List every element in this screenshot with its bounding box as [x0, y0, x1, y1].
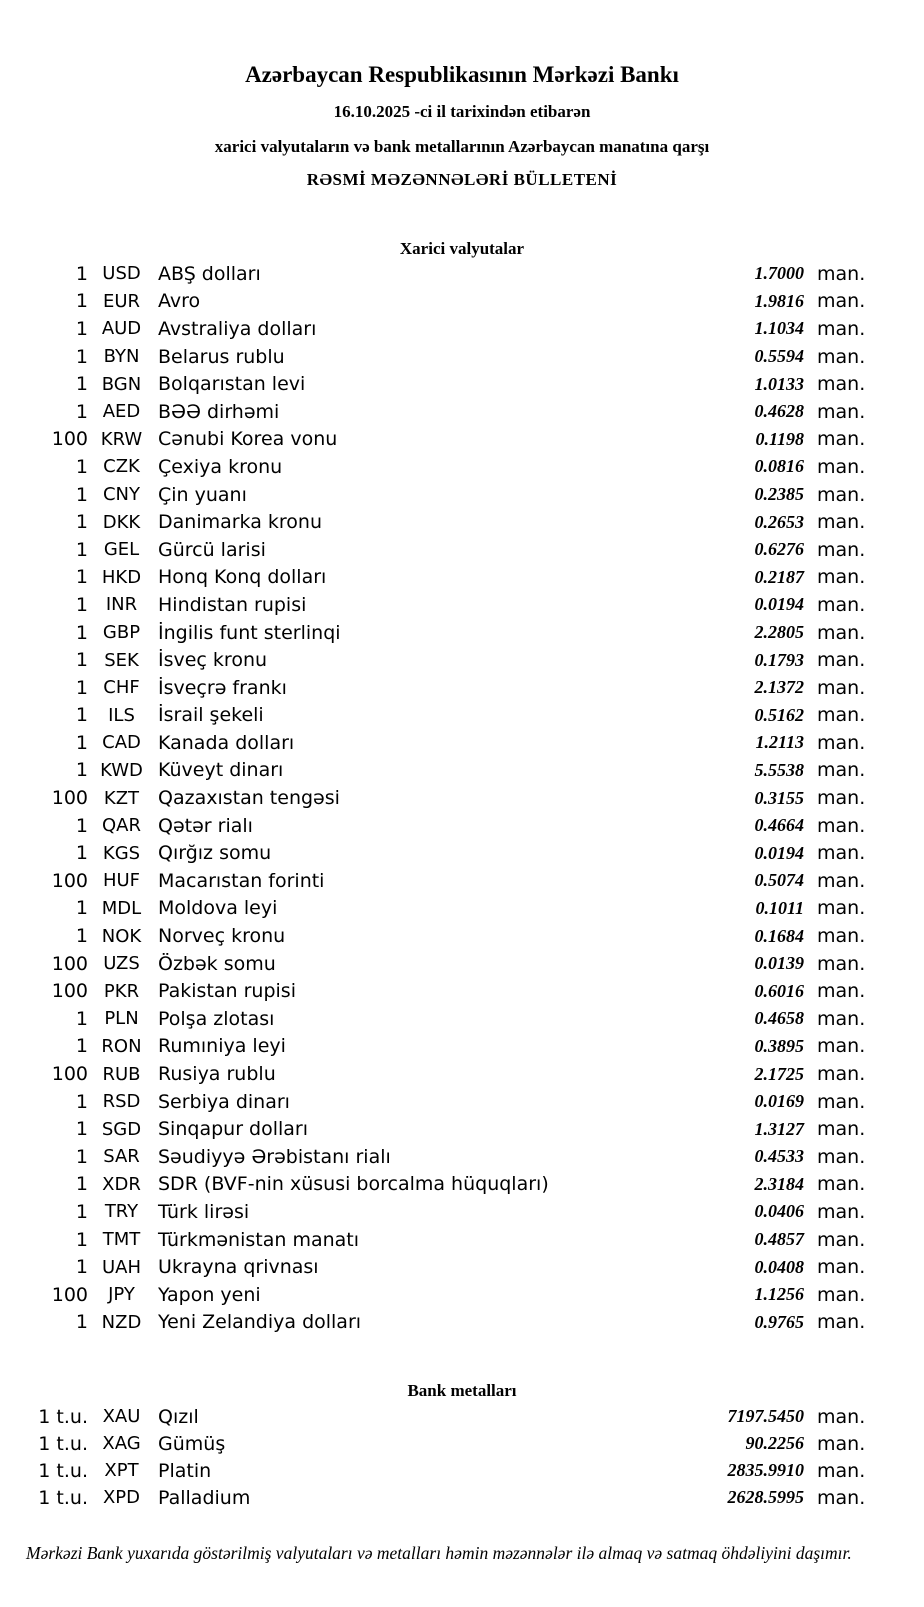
currency-name-cell: Sinqapur dolları: [158, 1118, 309, 1141]
quantity-cell: 1: [75, 731, 88, 754]
unit-label: man.: [817, 1118, 866, 1141]
quantity-cell: 1: [75, 538, 88, 561]
currency-name-cell: Yapon yeni: [158, 1283, 261, 1306]
currency-code-cell: PLN: [104, 1008, 139, 1030]
quantity-cell: 1: [75, 400, 88, 423]
currency-row: [0, 1088, 924, 1116]
currency-name-cell: İsveç kronu: [158, 649, 268, 672]
currency-name-cell: BƏƏ dirhəmi: [158, 400, 280, 423]
rate-value-cell: 0.5162: [754, 704, 804, 725]
currency-row: [0, 757, 924, 785]
currency-name-cell: İngilis funt sterlinqi: [158, 621, 341, 644]
rate-value-cell: 0.0169: [754, 1091, 804, 1112]
currency-row: [0, 1143, 924, 1171]
currency-row: [0, 619, 924, 647]
quantity-cell: 1: [75, 483, 88, 506]
currency-row: [0, 1115, 924, 1143]
unit-label: man.: [817, 511, 866, 534]
currency-row: [0, 591, 924, 619]
currency-name-cell: Hindistan rupisi: [158, 593, 307, 616]
currency-name-cell: Çin yuanı: [158, 483, 247, 506]
currency-code-cell: KWD: [100, 759, 143, 781]
currency-row: [0, 343, 924, 371]
bank-title: Azərbaycan Respublikasının Mərkəzi Bankı: [245, 62, 679, 87]
unit-label: man.: [817, 1311, 866, 1334]
currency-code-cell: RON: [101, 1035, 142, 1057]
rate-value-cell: 2.1372: [754, 677, 804, 698]
currencies-table: [0, 260, 924, 1336]
currency-name-cell: Macarıstan forinti: [158, 869, 325, 892]
unit-label: man.: [817, 649, 866, 672]
unit-label: man.: [817, 1256, 866, 1279]
currency-code-cell: KZT: [103, 787, 140, 809]
currency-code-cell: MDL: [101, 897, 142, 919]
metals-table: [0, 1403, 924, 1511]
unit-label: man.: [817, 621, 866, 644]
currency-row: [0, 867, 924, 895]
currency-name-cell: Türk lirəsi: [158, 1200, 250, 1223]
unit-label: man.: [817, 980, 866, 1003]
unit-label: man.: [817, 593, 866, 616]
currency-code-cell: SAR: [103, 1146, 140, 1168]
currency-row: [0, 784, 924, 812]
currency-name-cell: Rumıniya leyi: [158, 1035, 286, 1058]
unit-label: man.: [817, 814, 866, 837]
currency-code-cell: CHF: [103, 677, 140, 699]
metal-row: [0, 1403, 924, 1430]
unit-label: man.: [817, 1007, 866, 1030]
currency-code-cell: NOK: [101, 925, 142, 947]
metal-code-cell: XAU: [102, 1406, 141, 1428]
currency-code-cell: AED: [102, 401, 141, 423]
rate-value-cell: 1.3127: [754, 1118, 804, 1139]
currency-row: [0, 1005, 924, 1033]
currency-name-cell: Belarus rublu: [158, 345, 285, 368]
currency-name-cell: Özbək somu: [158, 952, 276, 975]
currency-name-cell: Səudiyyə Ərəbistanı rialı: [158, 1145, 391, 1168]
quantity-cell: 1: [75, 1228, 88, 1251]
quantity-cell: 1: [75, 1035, 88, 1058]
quantity-cell: 1: [75, 759, 88, 782]
metal-row: [0, 1457, 924, 1484]
metal-code-cell: XPD: [102, 1487, 141, 1509]
quantity-cell: 1: [75, 566, 88, 589]
quantity-cell: 100: [51, 1283, 88, 1306]
currencies-section-title: Xarici valyutalar: [399, 239, 525, 258]
quantity-cell: 1: [75, 649, 88, 672]
currency-row: [0, 426, 924, 454]
currency-code-cell: SEK: [104, 649, 139, 671]
quantity-cell: 1: [75, 704, 88, 727]
currency-name-cell: Qırğız somu: [158, 842, 272, 865]
quantity-cell: 1: [75, 925, 88, 948]
currency-name-cell: Yeni Zelandiya dolları: [158, 1311, 362, 1334]
rate-value-cell: 0.0194: [754, 842, 804, 863]
currency-name-cell: SDR (BVF-nin xüsusi borcalma hüquqları): [158, 1173, 549, 1196]
rate-value-cell: 2628.5995: [727, 1487, 804, 1508]
rate-value-cell: 0.2385: [754, 484, 804, 505]
currency-code-cell: RUB: [102, 1063, 141, 1085]
currency-code-cell: TMT: [102, 1229, 141, 1251]
rate-value-cell: 0.4857: [754, 1229, 804, 1250]
rate-value-cell: 1.7000: [754, 263, 804, 284]
rate-value-cell: 0.0139: [754, 953, 804, 974]
unit-label: man.: [817, 1405, 866, 1428]
quantity-cell: 100: [51, 428, 88, 451]
currency-row: [0, 839, 924, 867]
unit-label: man.: [817, 704, 866, 727]
unit-label: man.: [817, 1486, 866, 1509]
rate-value-cell: 0.0408: [754, 1256, 804, 1277]
currency-row: [0, 950, 924, 978]
currency-row: [0, 1309, 924, 1337]
currency-code-cell: CAD: [102, 732, 141, 754]
currency-row: [0, 674, 924, 702]
currency-row: [0, 1171, 924, 1199]
rate-value-cell: 1.1034: [754, 318, 804, 339]
quantity-cell: 1 t.u.: [38, 1459, 88, 1482]
unit-label: man.: [817, 345, 866, 368]
currency-name-cell: Rusiya rublu: [158, 1063, 276, 1086]
currency-code-cell: QAR: [102, 815, 141, 837]
quantity-cell: 100: [51, 1063, 88, 1086]
footer-disclaimer: Mərkəzi Bank yuxarıda göstərilmiş valyutaları və metalları həmin məzənnələr ilə almaq və satmaq öhdəliyini daşımır.: [26, 1543, 852, 1564]
currency-name-cell: Serbiya dinarı: [158, 1090, 290, 1113]
rate-value-cell: 1.0133: [754, 373, 804, 394]
metal-name-cell: Gümüş: [158, 1432, 226, 1455]
rate-value-cell: 5.5538: [754, 759, 804, 780]
unit-label: man.: [817, 787, 866, 810]
rate-value-cell: 0.0194: [754, 594, 804, 615]
quantity-cell: 1: [75, 1145, 88, 1168]
quantity-cell: 1: [75, 511, 88, 534]
currency-name-cell: Cənubi Korea vonu: [158, 428, 338, 451]
bulletin-header: [0, 0, 924, 190]
rate-value-cell: 0.1011: [755, 897, 804, 918]
quantity-cell: 1: [75, 1007, 88, 1030]
rate-value-cell: 2.2805: [754, 622, 804, 643]
unit-label: man.: [817, 317, 866, 340]
quantity-cell: 1: [75, 1173, 88, 1196]
currency-row: [0, 453, 924, 481]
quantity-cell: 1: [75, 1256, 88, 1279]
currency-name-cell: Küveyt dinarı: [158, 759, 284, 782]
metal-row: [0, 1430, 924, 1457]
currency-name-cell: Ukrayna qrivnası: [158, 1256, 319, 1279]
rate-value-cell: 0.6016: [754, 980, 804, 1001]
quantity-cell: 100: [51, 787, 88, 810]
rate-value-cell: 7197.5450: [727, 1406, 804, 1427]
rate-value-cell: 2.1725: [754, 1063, 804, 1084]
currency-code-cell: USD: [102, 263, 141, 285]
bulletin-title: RƏSMİ MƏZƏNNƏLƏRİ BÜLLETENİ: [306, 170, 618, 189]
unit-label: man.: [817, 373, 866, 396]
quantity-cell: 100: [51, 869, 88, 892]
quantity-cell: 1: [75, 842, 88, 865]
unit-label: man.: [817, 952, 866, 975]
currency-row: [0, 288, 924, 316]
quantity-cell: 1: [75, 373, 88, 396]
unit-label: man.: [817, 538, 866, 561]
rate-value-cell: 0.0406: [754, 1201, 804, 1222]
unit-label: man.: [817, 1173, 866, 1196]
currency-name-cell: Qətər rialı: [158, 814, 253, 837]
currency-code-cell: SGD: [101, 1118, 142, 1140]
currency-code-cell: PKR: [103, 980, 140, 1002]
currency-row: [0, 398, 924, 426]
rate-value-cell: 0.4628: [754, 401, 804, 422]
quantity-cell: 1: [75, 1200, 88, 1223]
quantity-cell: 1 t.u.: [38, 1405, 88, 1428]
currency-code-cell: BYN: [103, 346, 140, 368]
currency-name-cell: Qazaxıstan tengəsi: [158, 787, 340, 810]
currency-code-cell: ILS: [108, 704, 135, 726]
currency-row: [0, 508, 924, 536]
rate-value-cell: 0.6276: [754, 539, 804, 560]
quantity-cell: 100: [51, 952, 88, 975]
currency-code-cell: KRW: [100, 428, 143, 450]
rate-value-cell: 0.9765: [754, 1311, 804, 1332]
currency-code-cell: XDR: [102, 1173, 141, 1195]
currency-code-cell: RSD: [102, 1091, 141, 1113]
quantity-cell: 1: [75, 676, 88, 699]
rate-value-cell: 1.2113: [755, 732, 804, 753]
currency-name-cell: İsveçrə frankı: [158, 676, 287, 699]
unit-label: man.: [817, 290, 866, 313]
rate-value-cell: 0.2653: [754, 511, 804, 532]
unit-label: man.: [817, 1200, 866, 1223]
metal-name-cell: Qızıl: [158, 1405, 199, 1428]
unit-label: man.: [817, 1459, 866, 1482]
unit-label: man.: [817, 1432, 866, 1455]
currency-code-cell: HKD: [101, 566, 142, 588]
currency-code-cell: TRY: [104, 1201, 139, 1223]
quantity-cell: 1: [75, 345, 88, 368]
unit-label: man.: [817, 731, 866, 754]
effective-date-line: 16.10.2025 -ci il tarixindən etibarən: [333, 102, 591, 121]
currency-name-cell: Avstraliya dolları: [158, 317, 317, 340]
quantity-cell: 1: [75, 262, 88, 285]
rate-value-cell: 1.1256: [754, 1284, 804, 1305]
quantity-cell: 1: [75, 593, 88, 616]
currency-code-cell: JPY: [108, 1284, 135, 1306]
metal-code-cell: XPT: [104, 1460, 139, 1482]
currency-row: [0, 1060, 924, 1088]
currency-code-cell: UAH: [101, 1256, 142, 1278]
currency-name-cell: Danimarka kronu: [158, 511, 323, 534]
quantity-cell: 1: [75, 317, 88, 340]
unit-label: man.: [817, 262, 866, 285]
quantity-cell: 1: [75, 290, 88, 313]
currency-row: [0, 646, 924, 674]
currency-row: [0, 481, 924, 509]
unit-label: man.: [817, 400, 866, 423]
currency-name-cell: Honq Konq dolları: [158, 566, 327, 589]
unit-label: man.: [817, 1035, 866, 1058]
rate-value-cell: 2.3184: [754, 1173, 804, 1194]
currency-row: [0, 977, 924, 1005]
currency-name-cell: Pakistan rupisi: [158, 980, 296, 1003]
rate-value-cell: 0.4664: [754, 815, 804, 836]
rate-value-cell: 0.1198: [755, 428, 804, 449]
currency-name-cell: ABŞ dolları: [158, 262, 261, 285]
currency-row: [0, 1033, 924, 1061]
rate-value-cell: 0.3155: [754, 787, 804, 808]
currency-name-cell: Kanada dolları: [158, 731, 295, 754]
quantity-cell: 1: [75, 814, 88, 837]
currency-name-cell: Norveç kronu: [158, 925, 286, 948]
currency-name-cell: Moldova leyi: [158, 897, 278, 920]
rate-value-cell: 0.2187: [754, 566, 804, 587]
quantity-cell: 100: [51, 980, 88, 1003]
currency-row: [0, 260, 924, 288]
unit-label: man.: [817, 1145, 866, 1168]
currency-code-cell: AUD: [101, 318, 142, 340]
quantity-cell: 1 t.u.: [38, 1432, 88, 1455]
currency-name-cell: İsrail şekeli: [158, 704, 264, 727]
unit-label: man.: [817, 842, 866, 865]
currency-code-cell: NZD: [101, 1311, 142, 1333]
unit-label: man.: [817, 566, 866, 589]
unit-label: man.: [817, 1283, 866, 1306]
subtitle-line: xarici valyutaların və bank metallarının Azərbaycan manatına qarşı: [214, 137, 710, 156]
currency-row: [0, 1281, 924, 1309]
unit-label: man.: [817, 455, 866, 478]
unit-label: man.: [817, 897, 866, 920]
quantity-cell: 1 t.u.: [38, 1486, 88, 1509]
currency-row: [0, 315, 924, 343]
quantity-cell: 1: [75, 621, 88, 644]
currency-row: [0, 702, 924, 730]
currency-row: [0, 370, 924, 398]
currency-row: [0, 812, 924, 840]
rate-value-cell: 2835.9910: [727, 1460, 804, 1481]
currency-code-cell: INR: [105, 594, 138, 616]
unit-label: man.: [817, 869, 866, 892]
currency-row: [0, 922, 924, 950]
currency-name-cell: Gürcü larisi: [158, 538, 266, 561]
currency-code-cell: CNY: [102, 484, 141, 506]
quantity-cell: 1: [75, 1090, 88, 1113]
rate-value-cell: 0.1684: [754, 925, 804, 946]
rate-value-cell: 90.2256: [745, 1433, 804, 1454]
unit-label: man.: [817, 483, 866, 506]
currency-name-cell: Avro: [158, 290, 201, 313]
unit-label: man.: [817, 676, 866, 699]
currency-code-cell: UZS: [103, 953, 140, 975]
unit-label: man.: [817, 1228, 866, 1251]
unit-label: man.: [817, 925, 866, 948]
rate-value-cell: 0.5074: [754, 870, 804, 891]
currency-row: [0, 1198, 924, 1226]
currency-code-cell: GEL: [103, 539, 140, 561]
quantity-cell: 1: [75, 455, 88, 478]
currency-code-cell: DKK: [102, 511, 141, 533]
metal-name-cell: Platin: [158, 1459, 212, 1482]
rate-value-cell: 0.4533: [754, 1146, 804, 1167]
rate-value-cell: 1.9816: [754, 290, 804, 311]
unit-label: man.: [817, 1063, 866, 1086]
currency-row: [0, 729, 924, 757]
quantity-cell: 1: [75, 897, 88, 920]
quantity-cell: 1: [75, 1118, 88, 1141]
unit-label: man.: [817, 1090, 866, 1113]
currency-code-cell: GBP: [102, 622, 141, 644]
currency-row: [0, 564, 924, 592]
currency-row: [0, 1226, 924, 1254]
rate-value-cell: 0.1793: [754, 649, 804, 670]
currency-row: [0, 1253, 924, 1281]
rate-value-cell: 0.5594: [754, 346, 804, 367]
currency-code-cell: BGN: [101, 373, 142, 395]
currency-name-cell: Çexiya kronu: [158, 455, 283, 478]
unit-label: man.: [817, 759, 866, 782]
currency-code-cell: HUF: [102, 870, 141, 892]
rate-value-cell: 0.0816: [754, 456, 804, 477]
metal-name-cell: Palladium: [158, 1486, 251, 1509]
quantity-cell: 1: [75, 1311, 88, 1334]
currency-code-cell: CZK: [103, 456, 140, 478]
currency-row: [0, 536, 924, 564]
currency-row: [0, 895, 924, 923]
currency-name-cell: Türkmənistan manatı: [158, 1228, 360, 1251]
metal-code-cell: XAG: [102, 1433, 141, 1455]
rate-value-cell: 0.4658: [754, 1008, 804, 1029]
metal-row: [0, 1484, 924, 1511]
currency-code-cell: EUR: [102, 290, 141, 312]
unit-label: man.: [817, 428, 866, 451]
currency-name-cell: Bolqarıstan levi: [158, 373, 306, 396]
currency-code-cell: KGS: [102, 842, 141, 864]
metals-section-title: Bank metalları: [407, 1381, 517, 1401]
rate-value-cell: 0.3895: [754, 1035, 804, 1056]
currency-name-cell: Polşa zlotası: [158, 1007, 275, 1030]
